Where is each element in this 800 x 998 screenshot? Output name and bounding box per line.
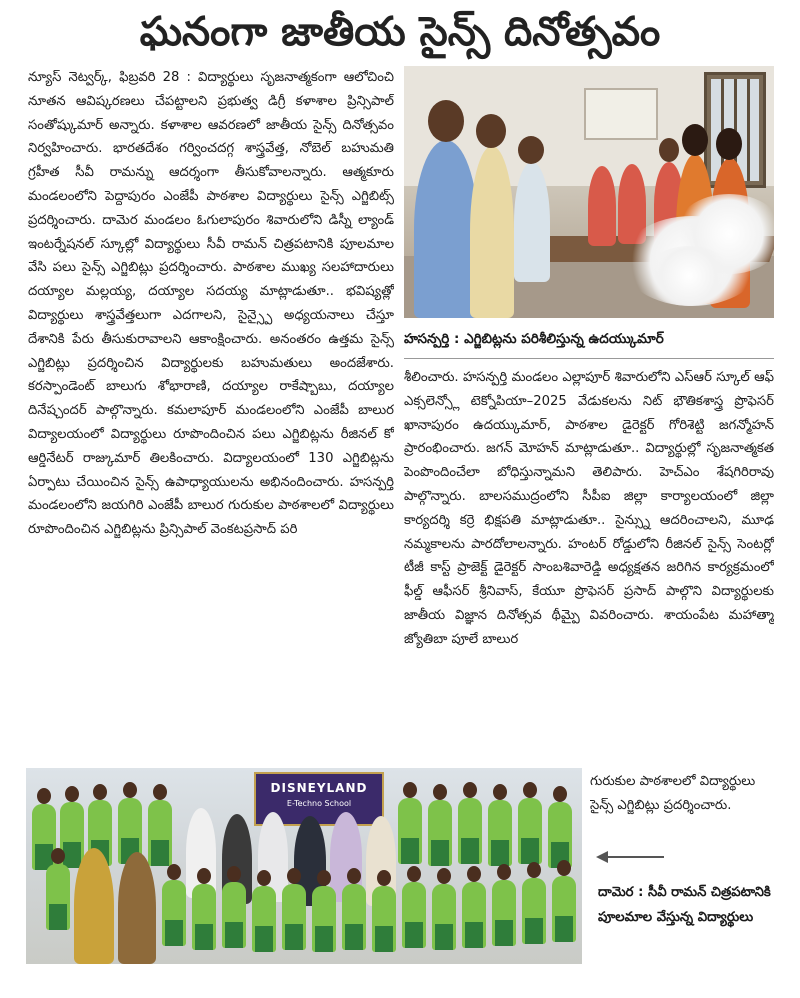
article-left-column xyxy=(28,66,394,756)
banner-title: DISNEYLAND xyxy=(270,781,368,795)
article-left-text: న్యూస్ నెట్వర్క్, ఫిబ్రవరి 28 : విద్యార్థులు సృజనాత్మకంగా ఆలోచించి నూతన ఆవిష్కరణలు చేపట్టాలని ప్రభుత్వ డిగ్రీ కళాశాల ప్రిన్సిపాల్ సంతోష్కుమార్ అన్నారు. కళాశాల ఆవరణలో జాతీయ సైన్స్ దినోత్సవం నిర్వహించారు. భారతదేశం గర్వించదగ్గ శాస్త్రవేత్త, నోబెల్ బహుమతి గ్రహీత సీవీ రామన్ను ఆదర్శంగా తీసుకోవాలన్నారు. ఆత్మకూరు మండలంలోని పెద్దాపురం ఎంజేపీ పాఠశాల విద్యార్థులు సైన్స్ ఎగ్జిబిట్స్ ప్రదర్శించారు. దామెర మండలం ఓగులాపురం శివారులోని డిస్నీ ల్యాండ్ ఇంటర్నేషనల్ స్కూల్లో విద్యార్థులు సీవీ రామన్ చిత్రపటానికి పూలమాల వేసి పలు సైన్స్ ఎగ్జిబిట్లు ప్రదర్శించారు. పాఠశాల ముఖ్య సలహాదారులు దయ్యాల మల్లయ్య, దయ్యాల సదయ్య మాట్లాడుతూ.. భవిష్యత్లో విద్యార్థులు శాస్త్రవేత్తలుగా ఎదగాలని, సైన్స్పై అధ్యయనాలు చేస్తూ దేశానికి పేరు తీసుకురావాలని ఆకాంక్షించారు. అనంతరం ఉత్తమ సైన్స్ ఎగ్జిబిట్లు ప్రదర్శించిన విద్యార్థులకు బహుమతులు అందజేశారు. కరస్పాండెంట్ బాలుగు శోభారాణి, దయ్యాల రాకేష్బాబు, దయ్యాల దినేష్చందర్ పాల్గొన్నారు. కమలాపూర్ మండలంలోని ఎంజేపీ బాలుర విద్యాలయంలో విద్యార్థులు రూపొందించిన పలు ఎగ్జిబిట్లను రీజినల్ కో ఆర్డినేటర్ రాజ్కుమార్ తిలకించారు. విద్యాలయంలో 130 ఎగ్జిబిట్లను ఏర్పాటు చేయించిన సైన్స్ ఉపాధ్యాయులను అభినందించారు. హసన్పర్తి మండలంలోని జయగిరి ఎంజేపీ బాలుర గురుకుల పాఠశాలలో విద్యార్థులు రూపొందించిన ఎగ్జిబిట్లను ప్రిన్సిపాల్ వెంకటప్రసాద్ పరి xyxy=(28,70,394,538)
article-right-text: శీలించారు. హసన్పర్తి మండలం ఎల్లాపూర్ శివారులోని ఎస్ఆర్ స్కూల్ ఆఫ్ ఎక్సలెన్స్లో టెక్నోపియా–2025 వేడుకలను నిట్ భౌతికశాస్త్ర ప్రొఫెసర్ ఖానాపురం ఉదయ్కుమార్, పాఠశాల డైరెక్టర్ గోరిశెట్టి జగన్మోహన్ ప్రారంభించారు. జగన్ మోహన్ మాట్లాడుతూ.. విద్యార్థుల్లో సృజనాత్మకత పెంపొందించేలా బోధిస్తున్నామని తెలిపారు. హెచ్ఎం శేషగిరిరావు పాల్గొన్నారు. బాలసముద్రంలోని సీపీఐ జిల్లా కార్యాలయంలో జిల్లా కార్యదర్శి కర్రె భిక్షపతి మాట్లాడుతూ.. సైన్స్ను ఆదరించాలని, మూఢ నమ్మకాలను పారదోలాలన్నారు. హంటర్ రోడ్డులోని రీజినల్ సైన్స్ సెంటర్లో టీజీ కాస్ట్ ప్రాజెక్ట్ డైరెక్టర్ సాంబశివారెడ్డి అధ్యక్షతన జరిగిన కార్యక్రమంలో ఫీల్డ్ ఆఫీసర్ శ్రీనివాస్, కేయూ ప్రొఫెసర్ ప్రసాద్ పాల్గొని విద్యార్థులకు జాతీయ విజ్ఞాన దినోత్సవ థీమ్పై వివరించారు. శాయంపేట మహాత్మా జ్యోతిబా పూలే బాలుర xyxy=(404,370,774,647)
headline: ఘనంగా జాతీయ సైన్స్ దినోత్సవం xyxy=(139,9,661,55)
arrow-line xyxy=(606,856,664,858)
banner-subtitle: E-Techno School xyxy=(286,799,352,808)
photo-exhibit-inspection xyxy=(404,66,774,318)
photo1-caption: హసన్పర్తి : ఎగ్జిబిట్లను పరిశీలిస్తున్న ఉదయ్కుమార్ xyxy=(404,320,774,359)
article-right-tail xyxy=(590,770,776,846)
article-right-column xyxy=(404,366,774,766)
article-right-tail-text: గురుకుల పాఠశాలలో విద్యార్థులు సైన్స్ ఎగ్జిబిట్లు ప్రదర్శించారు. xyxy=(590,774,756,813)
photo2-caption: దామెర : సీవీ రామన్ చిత్రపటానికి పూలమాల వేస్తున్న విద్యార్థులు xyxy=(598,885,771,925)
photo-students-group xyxy=(26,768,582,964)
